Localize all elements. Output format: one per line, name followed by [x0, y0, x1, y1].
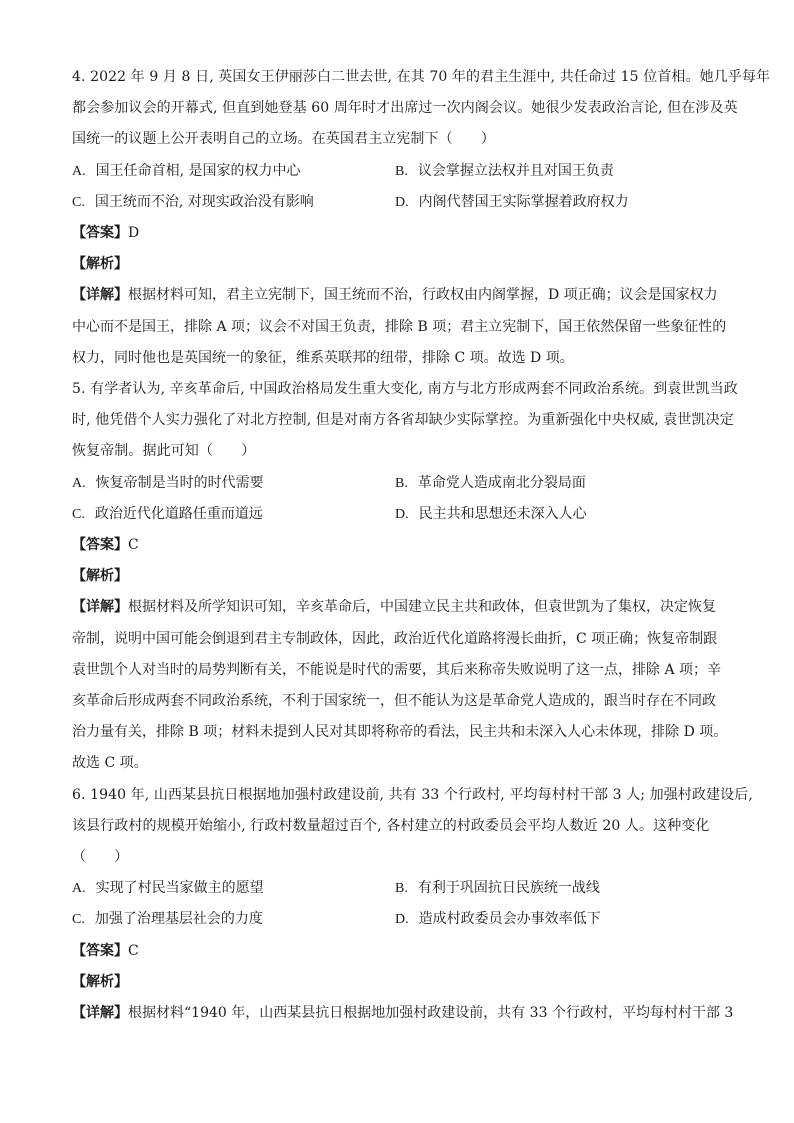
- options-row: [72, 187, 724, 218]
- question-stem-line: 国统一的议题上公开表明自己的立场。在英国君主立宪制下（ ）: [72, 131, 495, 148]
- option-text: 民主共和思想还未深入人心: [418, 505, 587, 522]
- analysis-tag: 【解析】: [72, 568, 128, 585]
- options-row: [72, 156, 724, 187]
- question-stem-line: （ ）: [72, 849, 129, 866]
- options-row: [72, 873, 724, 904]
- option-text: 国王任命首相, 是国家的权力中心: [95, 162, 301, 179]
- answer-value: C: [128, 537, 139, 554]
- answer-line: [72, 530, 724, 561]
- option-a: [72, 156, 395, 187]
- option-letter: A.: [72, 163, 86, 179]
- option-a: [72, 873, 395, 904]
- detail-line: 权力，同时他也是英国统一的象征，维系英联邦的纽带，排除 C 项。故选 D 项。: [72, 349, 574, 366]
- question-5: [72, 374, 738, 780]
- answer-tag: 【答案】: [72, 942, 128, 959]
- option-letter: A.: [72, 881, 86, 897]
- analysis-tag: 【解析】: [72, 256, 128, 273]
- question-stem-line: 该县行政村的规模开始缩小, 行政村数量超过百个, 各村建立的村政委员会平均人数近 20 人。这种变化: [72, 817, 710, 834]
- options-row: [72, 499, 724, 530]
- option-letter: C.: [72, 912, 85, 928]
- option-a: [72, 468, 395, 499]
- option-text: 议会掌握立法权并且对国王负责: [417, 162, 614, 179]
- question-stem-line: 6. 1940 年, 山西某县抗日根据地加强村政建设前, 共有 33 个行政村, 平均每村村干部 3 人; 加强村政建设后,: [72, 786, 753, 803]
- option-letter: D.: [395, 912, 409, 928]
- answer-tag: 【答案】: [72, 537, 128, 554]
- detail-line: [72, 592, 724, 623]
- detail-line: [72, 998, 734, 1029]
- detail-text: 根据材料可知，君主立宪制下，国王统而不治，行政权由内阁掌握，D 项正确；议会是国家权力: [128, 287, 718, 304]
- detail-line: 故选 C 项。: [72, 755, 148, 772]
- option-text: 加强了治理基层社会的力度: [94, 911, 263, 928]
- answer-line: [72, 218, 724, 249]
- option-text: 有利于巩固抗日民族统一战线: [417, 880, 600, 897]
- question-stem-line: 时, 他凭借个人实力强化了对北方控制, 但是对南方各省却缺少实际掌控。为重新强化中央权威, 袁世凯决定: [72, 412, 734, 429]
- option-letter: B.: [395, 163, 408, 179]
- detail-line: 袁世凯个人对当时的局势判断有关，不能说是时代的需要，其后来称帝失败说明了这一点，排除 A 项；辛: [72, 661, 722, 678]
- option-text: 革命党人造成南北分裂局面: [417, 474, 586, 491]
- option-text: 恢复帝制是当时的时代需要: [95, 474, 264, 491]
- option-letter: A.: [72, 475, 86, 491]
- option-letter: D.: [395, 194, 409, 210]
- answer-value: D: [128, 225, 140, 242]
- answer-tag: 【答案】: [72, 225, 128, 242]
- document-page: [72, 62, 771, 1029]
- detail-line: 帝制，说明中国可能会倒退到君主专制政体，因此，政治近代化道路将漫长曲折，C 项正确；恢复帝制跟: [72, 630, 718, 647]
- option-d: [395, 499, 718, 530]
- options-row: [72, 904, 724, 935]
- detail-line: 治力量有关，排除 B 项；材料未提到人民对其即将称帝的看法，民主共和未深入人心未体现，排除 D 项。: [72, 724, 728, 741]
- detail-tag: 【详解】: [72, 1005, 128, 1022]
- detail-text: 根据材料“1940 年，山西某县抗日根据地加强村政建设前，共有 33 个行政村，平均每村村干部 3: [128, 1005, 734, 1022]
- option-text: 国王统而不治, 对现实政治没有影响: [94, 193, 314, 210]
- question-stem-line: 5. 有学者认为, 辛亥革命后, 中国政治格局发生重大变化, 南方与北方形成两套不同政治系统。到袁世凯当政: [72, 381, 738, 398]
- question-stem-line: 恢复帝制。据此可知（ ）: [72, 443, 256, 460]
- option-text: 内阁代替国王实际掌握着政府权力: [418, 193, 629, 210]
- question-stem-line: 都会参加议会的开幕式, 但直到她登基 60 周年时才出席过一次内阁会议。她很少发表政治言论, 但在涉及英: [72, 100, 738, 117]
- option-letter: C.: [72, 194, 85, 210]
- question-4: [72, 62, 771, 374]
- option-letter: C.: [72, 506, 85, 522]
- analysis-line: [72, 249, 724, 280]
- option-b: [395, 468, 718, 499]
- options-row: [72, 468, 724, 499]
- option-letter: B.: [395, 881, 408, 897]
- question-6: [72, 780, 753, 1030]
- analysis-tag: 【解析】: [72, 973, 128, 990]
- option-text: 实现了村民当家做主的愿望: [95, 880, 264, 897]
- detail-line: 亥革命后形成两套不同政治系统，不利于国家统一，但不能认为这是革命党人造成的，跟当时存在不同政: [72, 693, 716, 710]
- question-stem-line: 4. 2022 年 9 月 8 日, 英国女王伊丽莎白二世去世, 在其 70 年的君主生涯中, 共任命过 15 位首相。她几乎每年: [72, 69, 771, 85]
- option-d: [395, 187, 718, 218]
- detail-line: [72, 280, 724, 311]
- option-c: [72, 187, 395, 218]
- analysis-line: [72, 561, 724, 592]
- detail-text: 根据材料及所学知识可知，辛亥革命后，中国建立民主共和政体，但袁世凯为了集权，决定恢复: [128, 599, 716, 616]
- option-b: [395, 156, 718, 187]
- option-d: [395, 904, 718, 935]
- detail-line: 中心而不是国王，排除 A 项；议会不对国王负责，排除 B 项；君主立宪制下，国王依然保留一些象征性的: [72, 318, 727, 335]
- option-letter: D.: [395, 506, 409, 522]
- detail-tag: 【详解】: [72, 599, 128, 616]
- analysis-line: [72, 967, 724, 998]
- option-letter: B.: [395, 475, 408, 491]
- option-text: 造成村政委员会办事效率低下: [418, 911, 601, 928]
- option-text: 政治近代化道路任重而道远: [94, 505, 263, 522]
- answer-line: [72, 936, 724, 967]
- option-c: [72, 499, 395, 530]
- option-b: [395, 873, 718, 904]
- option-c: [72, 904, 395, 935]
- answer-value: C: [128, 942, 139, 959]
- detail-tag: 【详解】: [72, 287, 128, 304]
